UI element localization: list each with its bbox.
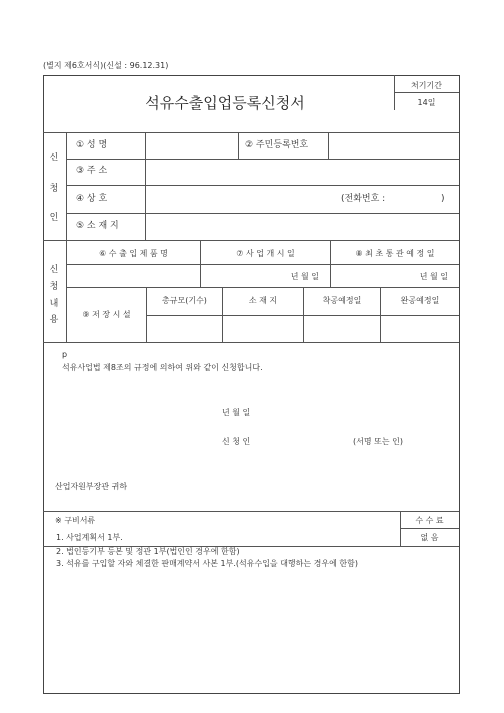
reg-no-label: ② 주민등록번호 <box>245 140 309 150</box>
capacity-field[interactable] <box>147 316 221 341</box>
completion-field[interactable] <box>381 316 458 341</box>
attachment-item: 3. 석유를 구입할 자와 체결한 판매계약서 사본 1부.(석유수입을 대행하는 경우에 한함) <box>56 559 358 568</box>
address-label: ③ 주 소 <box>76 166 108 176</box>
reg-no-field[interactable] <box>329 133 458 158</box>
period-label: 처기기간 <box>411 81 442 90</box>
name-field[interactable] <box>146 133 237 158</box>
statement-date[interactable]: 년 월 일 <box>222 408 251 417</box>
start-date-field[interactable]: 년 월 일 <box>290 272 319 281</box>
storage-label: ⑨ 저 장 시 설 <box>82 310 131 319</box>
form-reference: (별지 제6호서식)(신설 : 96.12.31) <box>43 61 169 70</box>
start-date-label: ⑦ 사 업 개 시 일 <box>236 249 295 258</box>
location-field[interactable] <box>146 214 458 239</box>
period-value: 14일 <box>417 98 436 107</box>
request-label-3: 내 <box>49 299 59 309</box>
completion-label: 완공예정일 <box>400 296 440 305</box>
export-item-label: ⑥ 수 출 입 제 품 명 <box>99 249 168 258</box>
name-label: ① 성 명 <box>76 140 108 150</box>
statement-text: 석유사업법 제8조의 규정에 의하여 위와 같이 신청합니다. <box>62 363 263 372</box>
statement-mark: p <box>62 350 68 359</box>
request-label-1: 신 <box>49 265 59 275</box>
signature-field[interactable]: (서명 또는 인) <box>353 437 403 446</box>
customs-date-field[interactable]: 년 월 일 <box>419 272 448 281</box>
customs-date-label: ⑧ 최 초 통 관 예 정 일 <box>355 249 435 258</box>
signer-label: 신 청 인 <box>222 437 251 446</box>
phone-label: (전화번호 : <box>341 194 386 204</box>
page-title: 석유수출입업등록신청서 <box>145 94 305 112</box>
storage-location-field[interactable] <box>223 316 302 341</box>
fee-label: 수 수 료 <box>415 516 444 525</box>
addressee: 산업자원부장관 귀하 <box>55 482 128 491</box>
construction-start-label: 착공예정일 <box>322 296 362 305</box>
fee-value: 없 음 <box>420 533 439 542</box>
attachment-item: 2. 법인등기부 등본 및 정관 1부(법인인 경우에 한함) <box>56 547 240 556</box>
location-label: ⑤ 소 재 지 <box>76 221 119 231</box>
export-item-field[interactable] <box>67 265 199 286</box>
request-label-2: 청 <box>49 282 59 292</box>
phone-close: ) <box>441 194 445 204</box>
applicant-label-3: 인 <box>49 213 59 223</box>
request-label-4: 용 <box>49 315 59 325</box>
trade-name-label: ④ 상 호 <box>76 194 108 204</box>
attachments-title: ※ 구비서류 <box>55 516 96 525</box>
construction-start-field[interactable] <box>304 316 379 341</box>
storage-location-label: 소 재 지 <box>248 296 278 305</box>
address-field[interactable] <box>146 160 458 184</box>
applicant-label-2: 청 <box>49 184 59 194</box>
trade-name-field[interactable] <box>146 186 336 212</box>
attachment-item: 1. 사업계획서 1부. <box>56 533 123 542</box>
capacity-label: 총규모(기수) <box>162 296 207 305</box>
applicant-label-1: 신 <box>49 153 59 163</box>
